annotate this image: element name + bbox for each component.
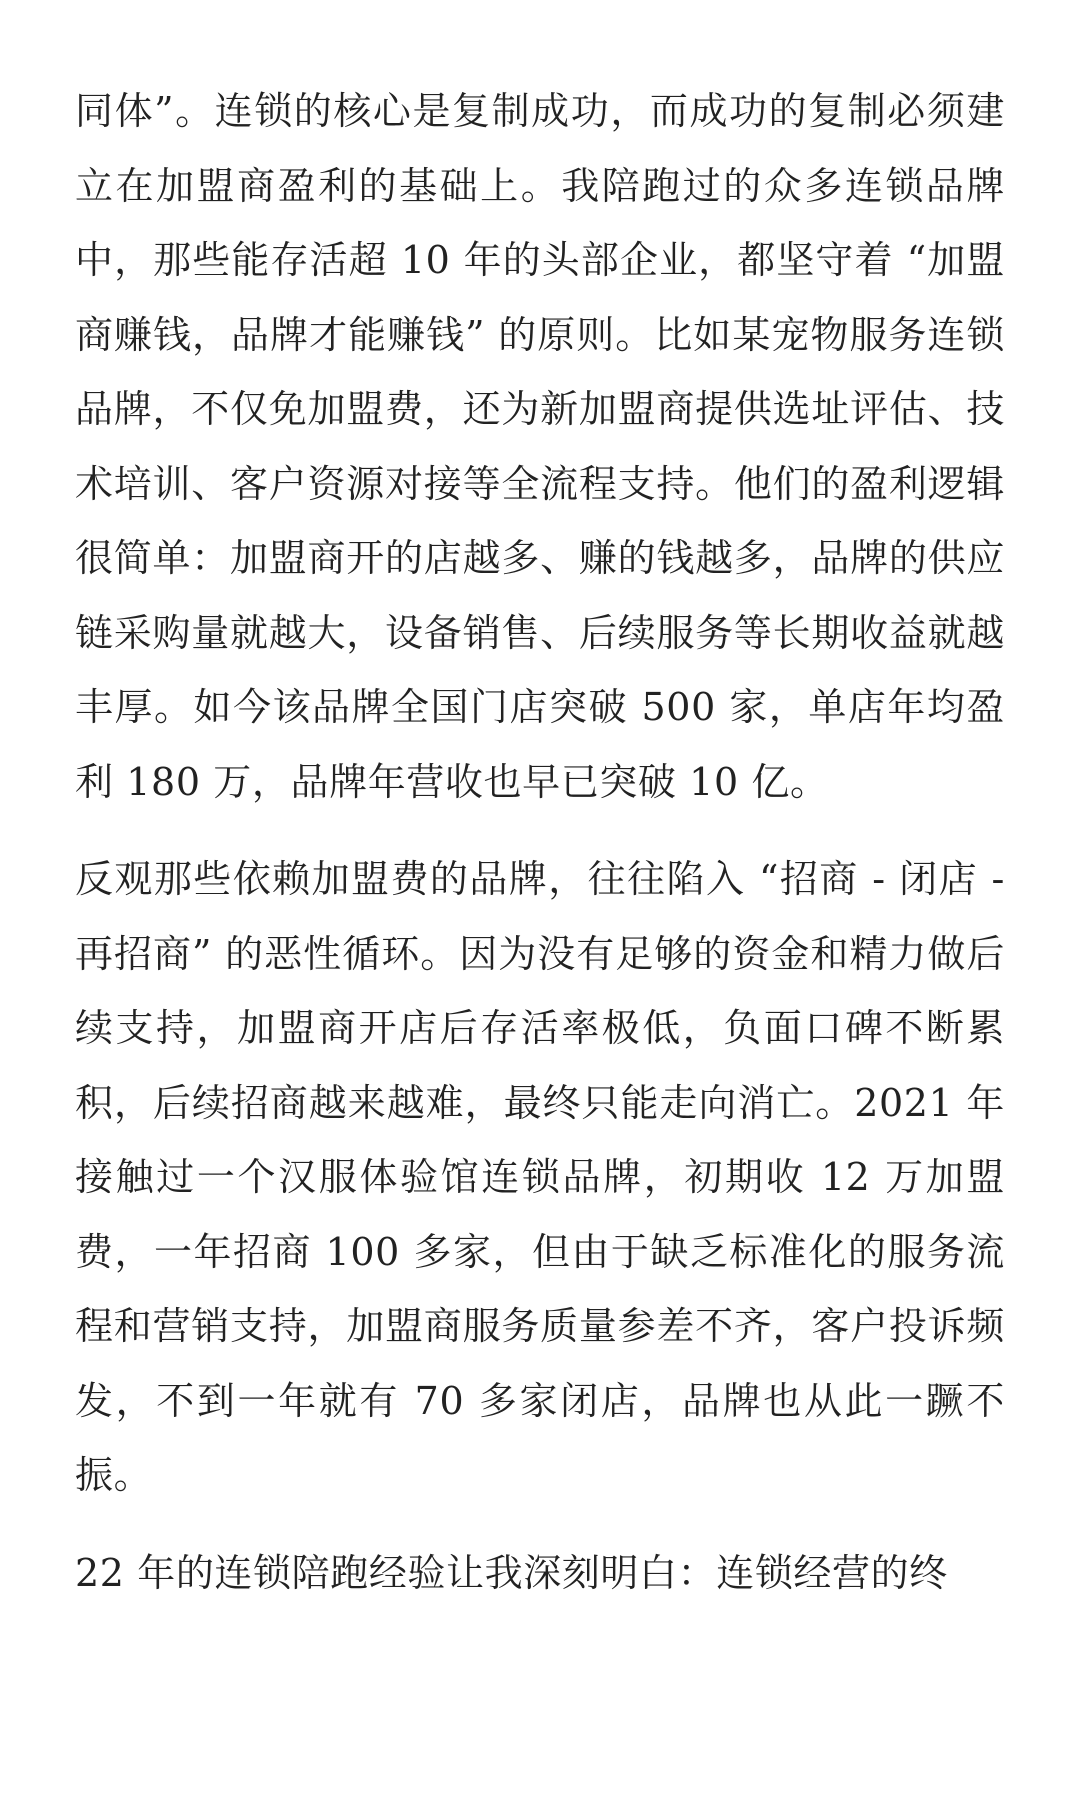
paragraph-2: 反观那些依赖加盟费的品牌，往往陷入 “招商 - 闭店 - 再招商” 的恶性循环。因为没有足够的资金和精力做后续支持，加盟商开店后存活率极低，负面口碑不断累积，后续招商越来越难，最终只能走向消亡。2021 年接触过一个汉服体验馆连锁品牌，初期收 12 万加盟费，一年招商 100 多家，但由于缺乏标准化的服务流程和营销支持，加盟商服务质量参差不齐，客户投诉频发，不到一年就有 70 多家闭店，品牌也从此一蹶不振。 xyxy=(75,857,1005,1497)
article-body xyxy=(75,82,1005,1633)
paragraph-3: 22 年的连锁陪跑经验让我深刻明白：连锁经营的终 xyxy=(75,1550,948,1595)
paragraph-1: 同体”。连锁的核心是复制成功，而成功的复制必须建立在加盟商盈利的基础上。我陪跑过的众多连锁品牌中，那些能存活超 10 年的头部企业，都坚守着 “加盟商赚钱，品牌才能赚钱” 的原则。比如某宠物服务连锁品牌，不仅免加盟费，还为新加盟商提供选址评估、技术培训、客户资源对接等全流程支持。他们的盈利逻辑很简单：加盟商开的店越多、赚的钱越多，品牌的供应链采购量就越大，设备销售、后续服务等长期收益就越丰厚。如今该品牌全国门店突破 500 家，单店年均盈利 180 万，品牌年营收也早已突破 10 亿。 xyxy=(75,89,1005,804)
